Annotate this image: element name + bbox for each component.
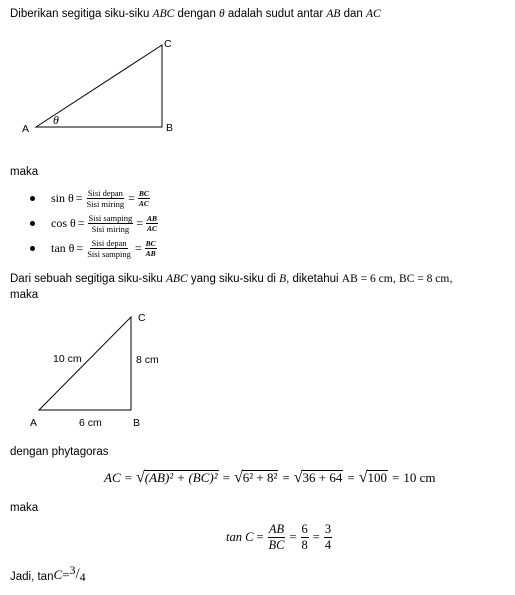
bullet-icon — [30, 221, 35, 226]
angle-theta-label: θ — [53, 113, 59, 127]
triangle-diagram-1 — [0, 30, 200, 140]
fraction: $\frac{BC}{AB}$ — [145, 238, 156, 258]
vertex-c-label: C — [164, 38, 172, 50]
given-line-1: Dari sebuah segitiga siku-siku ABC yang siku-siku di B, diketahui AB = 6 cm, BC = 8 cm, — [10, 273, 453, 285]
maka-label-1: maka — [10, 166, 39, 178]
tan-equation: tan C = $\frac{AB}{BC}$ = $\frac{6}{8}$ = $\frac{3}{4}$ — [226, 522, 332, 552]
maka-label-2: maka — [10, 502, 39, 514]
bullet-icon — [30, 246, 35, 251]
sqrt-2: √ 6² + 8² — [233, 469, 278, 486]
fraction: $\frac{\text{Sisi samping}}{\text{Sisi miring}}$ — [88, 212, 133, 234]
fraction: $\frac{3}{4}$ — [324, 522, 332, 552]
fraction: $\frac{\text{Sisi depan}}{\text{Sisi samping}}$ — [87, 237, 131, 259]
vertex-c-label: C — [138, 312, 146, 324]
side-bc-label: 8 cm — [136, 354, 159, 366]
sqrt-4: √ 100 — [358, 469, 387, 486]
bullet-icon — [30, 196, 35, 201]
fraction: $\frac{6}{8}$ — [301, 522, 308, 552]
ratio-cos: cos θ = $\frac{\text{Sisi samping}}{\text{Sisi miring}}$ = $\frac{AB}{AC}$ — [30, 211, 159, 236]
hypotenuse-label: 10 cm — [53, 353, 82, 365]
vertex-a-label: A — [22, 123, 30, 135]
sqrt-1: √ (AB)² + (BC)² — [135, 469, 218, 486]
side-ab-label: 6 cm — [79, 417, 102, 429]
ratio-list — [30, 186, 159, 261]
ratio-sin: sin θ = $\frac{\text{Sisi depan}}{\text{Sisi miring}}$ = $\frac{BC}{AC}$ — [30, 186, 159, 211]
pythagoras-label: dengan phytagoras — [10, 446, 109, 458]
vertex-b-label: B — [166, 122, 174, 134]
fraction: $\frac{AB}{AC}$ — [147, 213, 158, 233]
vertex-a-label: A — [30, 417, 38, 429]
fraction: $\frac{\text{Sisi depan}}{\text{Sisi miring}}$ — [86, 187, 125, 209]
vertex-b-label: B — [133, 417, 141, 429]
sqrt-3: √ 36 + 64 — [293, 469, 343, 486]
given-line-2: maka — [10, 289, 39, 301]
fraction: $\frac{BC}{AC}$ — [138, 188, 149, 208]
fraction: $\frac{AB}{BC}$ — [268, 522, 285, 552]
triangle-diagram-2 — [0, 306, 200, 436]
intro-text: Diberikan segitiga siku-siku ABC dengan θ adalah sudut antar AB dan AC — [10, 8, 381, 20]
pythagoras-equation: AC = √ (AB)² + (BC)² = √ 6² + 8² = √ 36 + 64 = √ 100 = 10 cm — [104, 469, 436, 486]
ratio-tan: tan θ = $\frac{\text{Sisi depan}}{\text{Sisi samping}}$ = $\frac{BC}{AB}$ — [30, 236, 159, 261]
conclusion: Jadi, tan C = 3 / 4 — [10, 563, 86, 584]
